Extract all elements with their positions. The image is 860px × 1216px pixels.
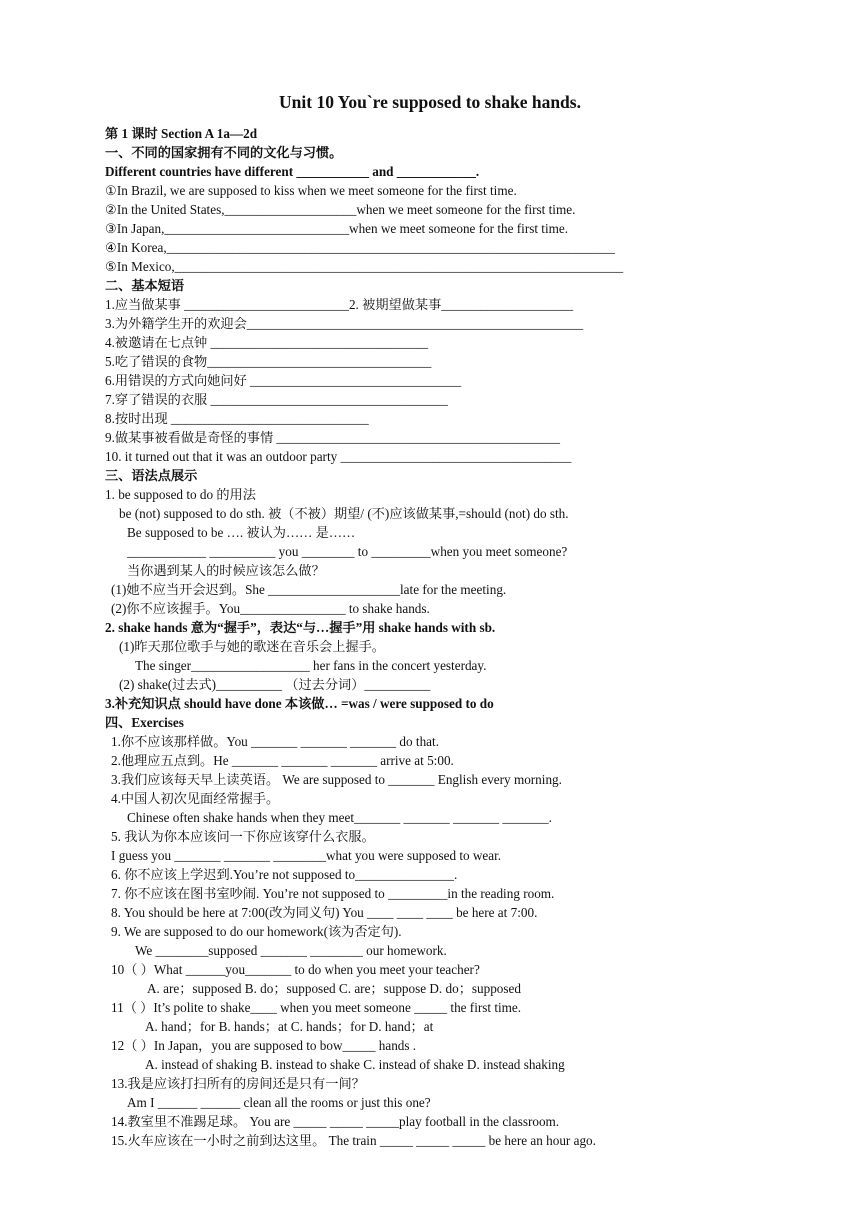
exercise-item: 8. You should be here at 7:00(改为同义句) You ____ ____ ____ be here at 7:00. xyxy=(111,905,538,920)
exercise-item: 4.中国人初次见面经常握手。 xyxy=(111,791,280,806)
japan-line: ③In Japan,____________________________when we meet someone for the first time. xyxy=(105,221,569,236)
exercise-item: Chinese often shake hands when they meet_______ _______ _______ _______. xyxy=(127,810,552,825)
exercise-options: A. instead of shaking B. instead to shake C. instead of shake D. instead shaking xyxy=(145,1057,565,1072)
brazil-line: ①In Brazil, we are supposed to kiss when we meet someone for the first time. xyxy=(105,183,517,198)
exercise-item: I guess you _______ _______ ________what you were supposed to wear. xyxy=(111,848,502,863)
grammar-example: (1)昨天那位歌手与她的歌迷在音乐会上握手。 xyxy=(119,639,385,654)
exercise-item: Am I ______ ______ clean all the rooms or just this one? xyxy=(127,1095,431,1110)
exercise-item: 3.我们应该每天早上读英语。 We are supposed to _______ English every morning. xyxy=(111,772,562,787)
grammar-blank-line: ____________ __________ you ________ to _________when you meet someone? xyxy=(127,544,568,559)
culture-intro-line: Different countries have different ___________ and ____________. xyxy=(105,164,480,179)
phrase-item: 7.穿了错误的衣服 ____________________________________ xyxy=(105,392,448,407)
exercise-item: 11（ ）It’s polite to shake____ when you meet someone _____ the first time. xyxy=(111,1000,522,1015)
exercise-item: 2.他理应五点到。He _______ _______ _______ arrive at 5:00. xyxy=(111,753,454,768)
grammar-example: The singer__________________ her fans in the concert yesterday. xyxy=(135,658,487,673)
exercise-item: 15.火车应该在一小时之前到达这里。 The train _____ _____ _____ be here an hour ago. xyxy=(111,1133,596,1148)
exercise-item: 14.教室里不准踢足球。 You are _____ _____ _____play football in the classroom. xyxy=(111,1114,560,1129)
grammar-point-2: 2. shake hands 意为“握手”，表达“与…握手”用 shake hands with sb. xyxy=(105,620,496,635)
phrase-item: 9.做某事被看做是奇怪的事情 ___________________________________________ xyxy=(105,430,560,445)
exercise-item: 13.我是应该打扫所有的房间还是只有一间？ xyxy=(111,1076,365,1091)
exercise-item: 7. 你不应该在图书室吵闹. You’re not supposed to _________in the reading room. xyxy=(111,886,555,901)
exercise-options: A. are；supposed B. do；supposed C. are；suppose D. do；supposed xyxy=(147,981,521,996)
phrase-item: 3.为外籍学生开的欢迎会___________________________________________________ xyxy=(105,316,584,331)
exercise-options: A. hand；for B. hands；at C. hands；for D. hand；at xyxy=(145,1019,434,1034)
grammar-example: (2)你不应该握手。You________________ to shake hands. xyxy=(111,601,430,616)
phrase-item: 6.用错误的方式向她问好 ________________________________ xyxy=(105,373,462,388)
us-line: ②In the United States,____________________when we meet someone for the first time. xyxy=(105,202,576,217)
page-title: Unit 10 You`re supposed to shake hands. xyxy=(279,92,581,112)
section-one-heading: 一、不同的国家拥有不同的文化与习惯。 xyxy=(105,145,343,160)
grammar-example: (2) shake(过去式)__________ （过去分词）__________ xyxy=(119,677,431,692)
grammar-line: be (not) supposed to do sth. 被（不被）期望/ (不)应该做某事,=should (not) do sth. xyxy=(119,506,569,521)
grammar-point-3: 3.补充知识点 should have done 本该做… =was / were supposed to do xyxy=(105,696,494,711)
section-three-heading: 三、语法点展示 xyxy=(105,468,198,483)
phrase-item: 1.应当做某事 _________________________2. 被期望做某事____________________ xyxy=(105,297,574,312)
grammar-line: 当你遇到某人的时候应该怎么做？ xyxy=(127,563,325,578)
exercise-item: 10（ ）What ______you_______ to do when you meet your teacher? xyxy=(111,962,480,977)
exercise-item: We ________supposed _______ ________ our homework. xyxy=(135,943,447,958)
exercise-item: 1.你不应该那样做。You _______ _______ _______ do that. xyxy=(111,734,439,749)
grammar-point-1: 1. be supposed to do 的用法 xyxy=(105,487,256,502)
section-two-heading: 二、基本短语 xyxy=(105,278,185,293)
phrase-item: 10. it turned out that it was an outdoor party ___________________________________ xyxy=(105,449,572,464)
mexico-line: ⑤In Mexico,____________________________________________________________________ xyxy=(105,259,624,274)
phrase-item: 5.吃了错误的食物__________________________________ xyxy=(105,354,432,369)
exercise-item: 6. 你不应该上学迟到.You’re not supposed to_______________. xyxy=(111,867,458,882)
phrase-item: 8.按时出现 ______________________________ xyxy=(105,411,369,426)
section-four-heading: 四、Exercises xyxy=(105,715,184,730)
phrase-item: 4.被邀请在七点钟 _________________________________ xyxy=(105,335,429,350)
exercise-item: 12（ ）In Japan，you are supposed to bow_____ hands . xyxy=(111,1038,417,1053)
lesson-heading: 第 1 课时 Section A 1a—2d xyxy=(105,126,258,141)
korea-line: ④In Korea,____________________________________________________________________ xyxy=(105,240,615,255)
exercise-item: 9. We are supposed to do our homework(该为否定句). xyxy=(111,924,402,939)
grammar-example: (1)她不应当开会迟到。She ____________________late for the meeting. xyxy=(111,582,507,597)
exercise-item: 5. 我认为你本应该问一下你应该穿什么衣服。 xyxy=(111,829,375,844)
grammar-line: Be supposed to be …. 被认为…… 是…… xyxy=(127,525,356,540)
